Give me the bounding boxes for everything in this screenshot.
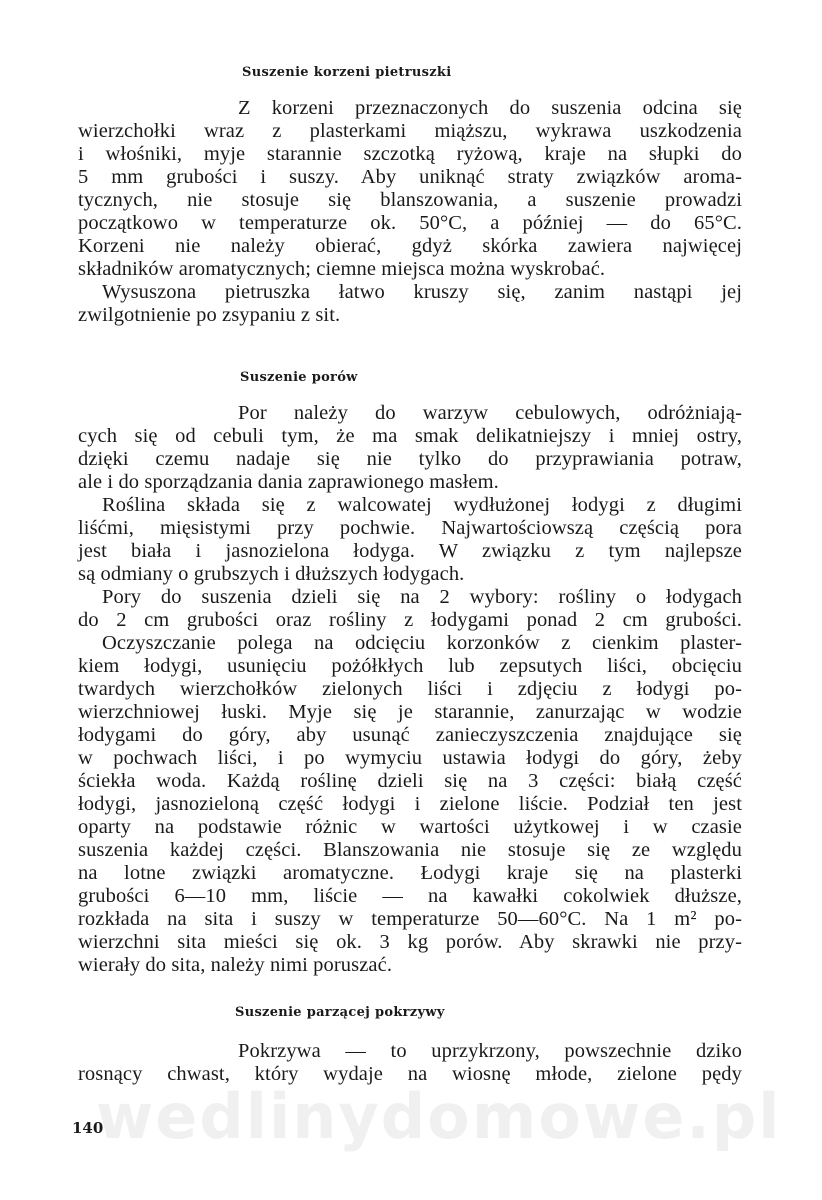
text-line: rosnący chwast, który wydaje na wiosnę młode, zielone pędy bbox=[78, 1063, 742, 1085]
text-line: Z korzeni przeznaczonych do suszenia odcina się bbox=[238, 97, 742, 119]
text-line: twardych wierzchołków zielonych liści i zdjęciu z łodygi po- bbox=[78, 678, 742, 700]
text-line: ale i do sporządzania dania zaprawionego masłem. bbox=[78, 471, 499, 493]
text-line: wierzchołki wraz z plasterkami miąższu, wykrawa uszkodzenia bbox=[78, 120, 742, 142]
text-line: Oczyszczanie polega na odcięciu korzonków z cienkim plaster- bbox=[102, 632, 742, 654]
text-line: składników aromatycznych; ciemne miejsca można wyskrobać. bbox=[78, 258, 606, 280]
text-line: są odmiany o grubszych i dłuższych łodygach. bbox=[78, 563, 465, 585]
text-line: Korzeni nie należy obierać, gdyż skórka zawiera najwięcej bbox=[78, 235, 742, 257]
text-line: cych się od cebuli tym, że ma smak delikatniejszy i mniej ostry, bbox=[78, 425, 742, 447]
text-line: zwilgotnienie po zsypaniu z sit. bbox=[78, 304, 341, 326]
section-body-leeks bbox=[78, 402, 742, 977]
text-line: łodygi, jasnozieloną część łodygi i zielone liście. Podział ten jest bbox=[78, 793, 742, 815]
text-line: łodygami do góry, aby usunąć zanieczyszczenia znajdujące się bbox=[78, 724, 742, 746]
text-line: liśćmi, mięsistymi przy pochwie. Najwartościowszą częścią pora bbox=[78, 517, 742, 539]
text-line: 5 mm grubości i suszy. Aby uniknąć straty związków aroma- bbox=[78, 166, 742, 188]
section-heading-leeks: Suszenie porów bbox=[240, 370, 358, 385]
text-line: dzięki czemu nadaje się nie tylko do przyprawiania potraw, bbox=[78, 448, 742, 470]
text-line: Por należy do warzyw cebulowych, odróżniają- bbox=[238, 402, 742, 424]
text-line: i włośniki, myje starannie szczotką ryżową, kraje na słupki do bbox=[78, 143, 742, 165]
text-line: ściekła woda. Każdą roślinę dzieli się na 3 części: białą część bbox=[78, 770, 742, 792]
watermark-text: wedlinydomowe.pl bbox=[96, 1080, 782, 1153]
text-line: początkowo w temperaturze ok. 50°C, a później — do 65°C. bbox=[78, 212, 742, 234]
text-line: Pory do suszenia dzieli się na 2 wybory: rośliny o łodygach bbox=[102, 586, 742, 608]
text-line: do 2 cm grubości oraz rośliny z łodygami ponad 2 cm grubości. bbox=[78, 609, 742, 631]
text-line: Roślina składa się z walcowatej wydłużonej łodygi z długimi bbox=[102, 494, 742, 516]
text-line: kiem łodygi, usunięciu pożółkłych lub zepsutych liści, obcięciu bbox=[78, 655, 742, 677]
text-line: tycznych, nie stosuje się blanszowania, a suszenie prowadzi bbox=[78, 189, 742, 211]
page-number: 140 bbox=[72, 1119, 104, 1137]
text-line: Pokrzywa — to uprzykrzony, powszechnie dziko bbox=[238, 1040, 742, 1062]
text-line: wierzchniowej łuski. Myje się je starannie, zanurzając w wodzie bbox=[78, 701, 742, 723]
text-line: oparty na podstawie różnic w wartości użytkowej i w czasie bbox=[78, 816, 742, 838]
text-line: na lotne związki aromatyczne. Łodygi kraje się na plasterki bbox=[78, 862, 742, 884]
text-line: Wysuszona pietruszka łatwo kruszy się, zanim nastąpi jej bbox=[102, 281, 742, 303]
section-heading-parsley: Suszenie korzeni pietruszki bbox=[242, 65, 452, 80]
text-line: grubości 6—10 mm, liście — na kawałki cokolwiek dłuższe, bbox=[78, 885, 742, 907]
section-body-parsley bbox=[78, 97, 742, 327]
text-line: jest biała i jasnozielona łodyga. W związku z tym najlepsze bbox=[78, 540, 742, 562]
text-line: wierały do sita, należy nimi poruszać. bbox=[78, 954, 393, 976]
text-line: suszenia każdej części. Blanszowania nie stosuje się ze względu bbox=[78, 839, 742, 861]
section-heading-nettle: Suszenie parzącej pokrzywy bbox=[235, 1005, 445, 1020]
text-line: wierzchni sita mieści się ok. 3 kg porów. Aby skrawki nie przy- bbox=[78, 931, 742, 953]
text-line: rozkłada na sita i suszy w temperaturze 50—60°C. Na 1 m² po- bbox=[78, 908, 742, 930]
text-line: w pochwach liści, i po wymyciu ustawia łodygi do góry, żeby bbox=[78, 747, 742, 769]
